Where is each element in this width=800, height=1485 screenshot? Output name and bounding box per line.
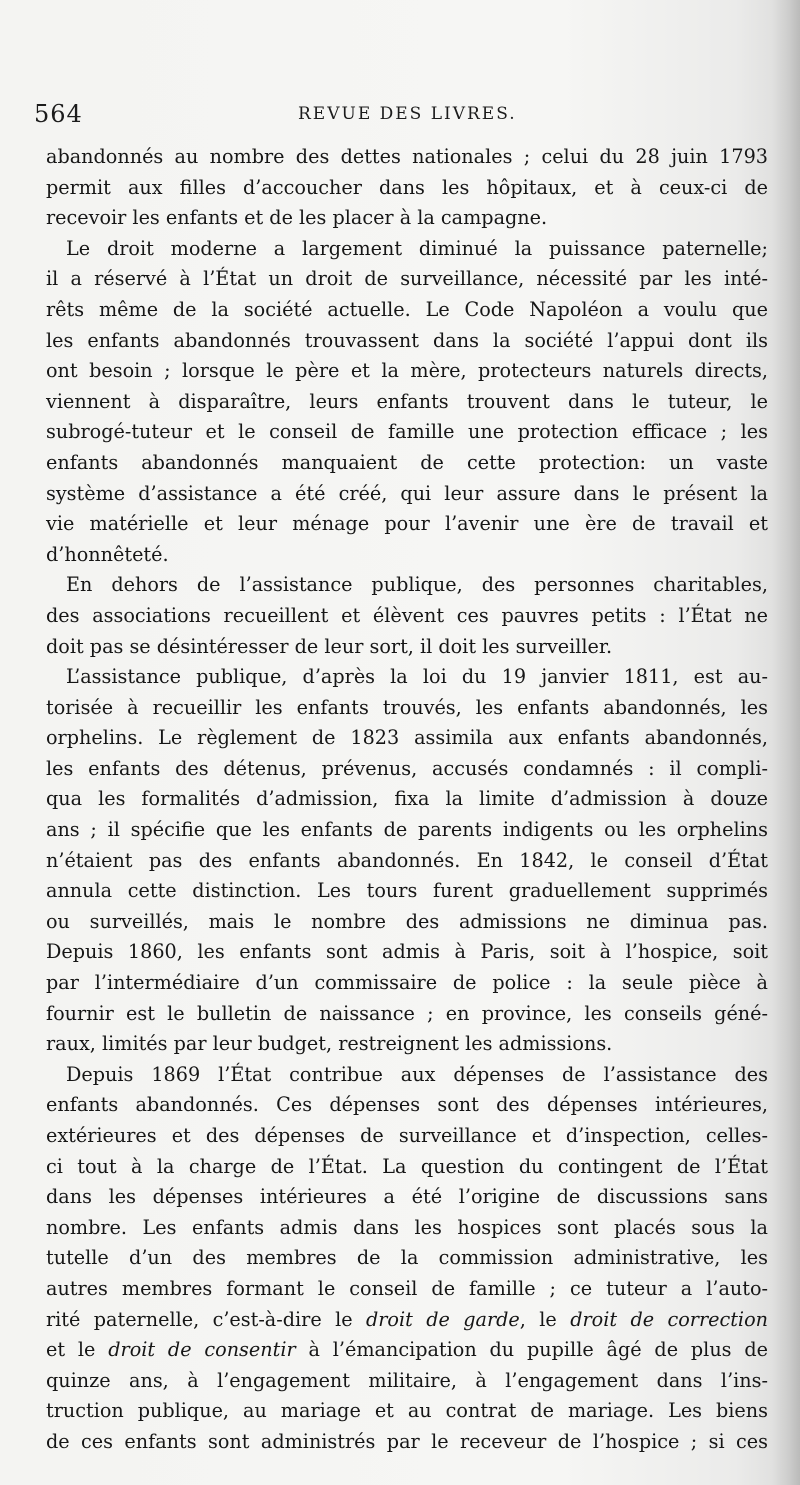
text-line: [46, 1182, 768, 1213]
text-segment: abandonnés au nombre des dettes nationales ; celui du 28 juin 1793: [46, 145, 768, 168]
text-line: [46, 417, 768, 448]
text-line: [46, 693, 768, 724]
text-line: [46, 1366, 768, 1397]
text-segment: autres membres formant le conseil de famille ; ce tuteur a l’auto-: [46, 1276, 768, 1300]
text-line: [46, 968, 768, 999]
text-segment: extérieures et des dépenses de surveillance et d’inspection, celles-: [46, 1124, 768, 1147]
text-line-paragraph-start: [46, 1060, 768, 1091]
text-segment: ont besoin ; lorsque le père et la mère, protecteurs naturels directs,: [46, 359, 768, 383]
text-segment: , le: [519, 1307, 571, 1331]
text-line: [46, 1243, 768, 1274]
text-segment: raux, limités par leur budget, restreignent les admissions.: [46, 1032, 613, 1056]
text-line: [46, 754, 768, 785]
page-number: 564: [34, 100, 83, 128]
text-segment: de ces enfants sont administrés par le receveur de l’hospice ; si ces: [46, 1429, 768, 1453]
text-line: [46, 203, 768, 234]
text-segment: doit pas se désintéresser de leur sort, il doit les surveiller.: [46, 634, 613, 658]
text-line: [46, 784, 768, 815]
page-header: [34, 100, 754, 130]
text-line: [46, 632, 768, 663]
text-segment: ci tout à la charge de l’État. La question du contingent de l’État: [46, 1154, 768, 1178]
text-line: [46, 1274, 768, 1305]
text-segment: fournir est le bulletin de naissance ; en province, les conseils géné-: [46, 1001, 768, 1025]
text-line: [46, 264, 768, 295]
text-segment: dans les dépenses intérieures a été l’origine de discussions sans: [46, 1185, 768, 1209]
text-line: [46, 815, 768, 846]
running-title: REVUE DES LIVRES.: [298, 104, 517, 124]
text-segment: ou surveillés, mais le nombre des admissions ne diminua pas.: [46, 909, 768, 933]
text-line: [46, 173, 768, 204]
text-line: [46, 876, 768, 907]
text-line: [46, 1090, 768, 1121]
text-line: [46, 601, 768, 632]
text-line: [46, 1029, 768, 1060]
text-line-paragraph-start: [46, 570, 768, 601]
text-line: [46, 540, 768, 571]
text-segment: quinze ans, à l’engagement militaire, à l’engagement dans l’ins-: [46, 1368, 768, 1392]
text-segment: des associations recueillent et élèvent ces pauvres petits : l’État ne: [46, 603, 768, 627]
text-line: [46, 1335, 768, 1366]
text-segment: viennent à disparaître, leurs enfants trouvent dans le tuteur, le: [46, 389, 768, 413]
text-segment: tutelle d’un des membres de la commission administrative, les: [46, 1246, 768, 1270]
text-segment: recevoir les enfants et de les placer à la campagne.: [46, 206, 548, 230]
text-line: [46, 999, 768, 1030]
text-segment: En dehors de l’assistance publique, des personnes charitables,: [66, 573, 768, 597]
text-line: [46, 846, 768, 877]
text-segment: les enfants des détenus, prévenus, accusés condamnés : il compli-: [46, 756, 768, 780]
text-segment: ans ; il spécifie que les enfants de parents indigents ou les orphelins: [46, 818, 768, 842]
text-line: [46, 1152, 768, 1183]
text-segment: truction publique, au mariage et au contrat de mariage. Les biens: [46, 1399, 768, 1423]
text-line-paragraph-start: [46, 234, 768, 265]
text-segment: système d’assistance a été créé, qui leur assure dans le présent la: [46, 481, 768, 505]
text-line: [46, 1427, 768, 1458]
text-segment: il a réservé à l’État un droit de surveillance, nécessité par les inté-: [46, 267, 768, 291]
text-line: [46, 1121, 768, 1152]
text-segment: enfants abandonnés. Ces dépenses sont des dépenses intérieures,: [46, 1093, 768, 1117]
text-line: [46, 448, 768, 479]
text-line: [46, 907, 768, 938]
text-line: [46, 1213, 768, 1244]
text-segment: L’assistance publique, d’après la loi du 19 janvier 1811, est au-: [66, 665, 768, 689]
text-segment: à l’émancipation du pupille âgé de plus de: [295, 1338, 768, 1362]
body-text: [46, 142, 768, 1458]
text-line: [46, 326, 768, 357]
text-segment: torisée à recueillir les enfants trouvés, les enfants abandonnés, les: [46, 695, 768, 719]
italic-term: droit de garde: [365, 1307, 520, 1331]
text-segment: Depuis 1869 l’État contribue aux dépenses de l’assistance des: [66, 1062, 768, 1086]
text-segment: nombre. Les enfants admis dans les hospices sont placés sous la: [46, 1215, 768, 1239]
italic-term: droit de correction: [570, 1307, 768, 1331]
text-segment: et le: [46, 1338, 109, 1362]
text-segment: orphelins. Le règlement de 1823 assimila aux enfants abandonnés,: [46, 726, 768, 750]
text-line: [46, 387, 768, 418]
italic-term: droit de consentir: [108, 1338, 296, 1362]
text-line: [46, 509, 768, 540]
text-segment: les enfants abandonnés trouvassent dans la société l’appui dont ils: [46, 328, 768, 352]
text-segment: enfants abandonnés manquaient de cette protection: un vaste: [46, 450, 768, 474]
text-line: [46, 1396, 768, 1427]
text-line: [46, 479, 768, 510]
text-line: [46, 1305, 768, 1336]
text-segment: n’étaient pas des enfants abandonnés. En 1842, le conseil d’État: [46, 848, 768, 872]
text-line: [46, 295, 768, 326]
text-segment: Depuis 1860, les enfants sont admis à Paris, soit à l’hospice, soit: [46, 940, 768, 964]
text-segment: permit aux filles d’accoucher dans les hôpitaux, et à ceux-ci de: [46, 175, 768, 199]
text-segment: Le droit moderne a largement diminué la puissance paternelle;: [66, 236, 768, 260]
text-segment: qua les formalités d’admission, fixa la limite d’admission à douze: [46, 787, 768, 811]
text-line: [46, 937, 768, 968]
text-line: [46, 723, 768, 754]
text-segment: d’honnêteté.: [46, 542, 169, 566]
text-segment: subrogé-tuteur et le conseil de famille une protection efficace ; les: [46, 420, 768, 444]
page-edge-shadow: [772, 0, 800, 1485]
text-segment: par l’intermédiaire d’un commissaire de police : la seule pièce à: [46, 971, 768, 995]
text-segment: vie matérielle et leur ménage pour l’avenir une ère de travail et: [46, 512, 768, 536]
text-line-paragraph-start: [46, 662, 768, 693]
text-segment: annula cette distinction. Les tours furent graduellement supprimés: [46, 879, 768, 903]
text-line: [46, 142, 768, 173]
text-line: [46, 356, 768, 387]
text-segment: rité paternelle, c’est-à-dire le: [46, 1307, 366, 1331]
text-segment: rêts même de la société actuelle. Le Code Napoléon a voulu que: [46, 297, 768, 321]
